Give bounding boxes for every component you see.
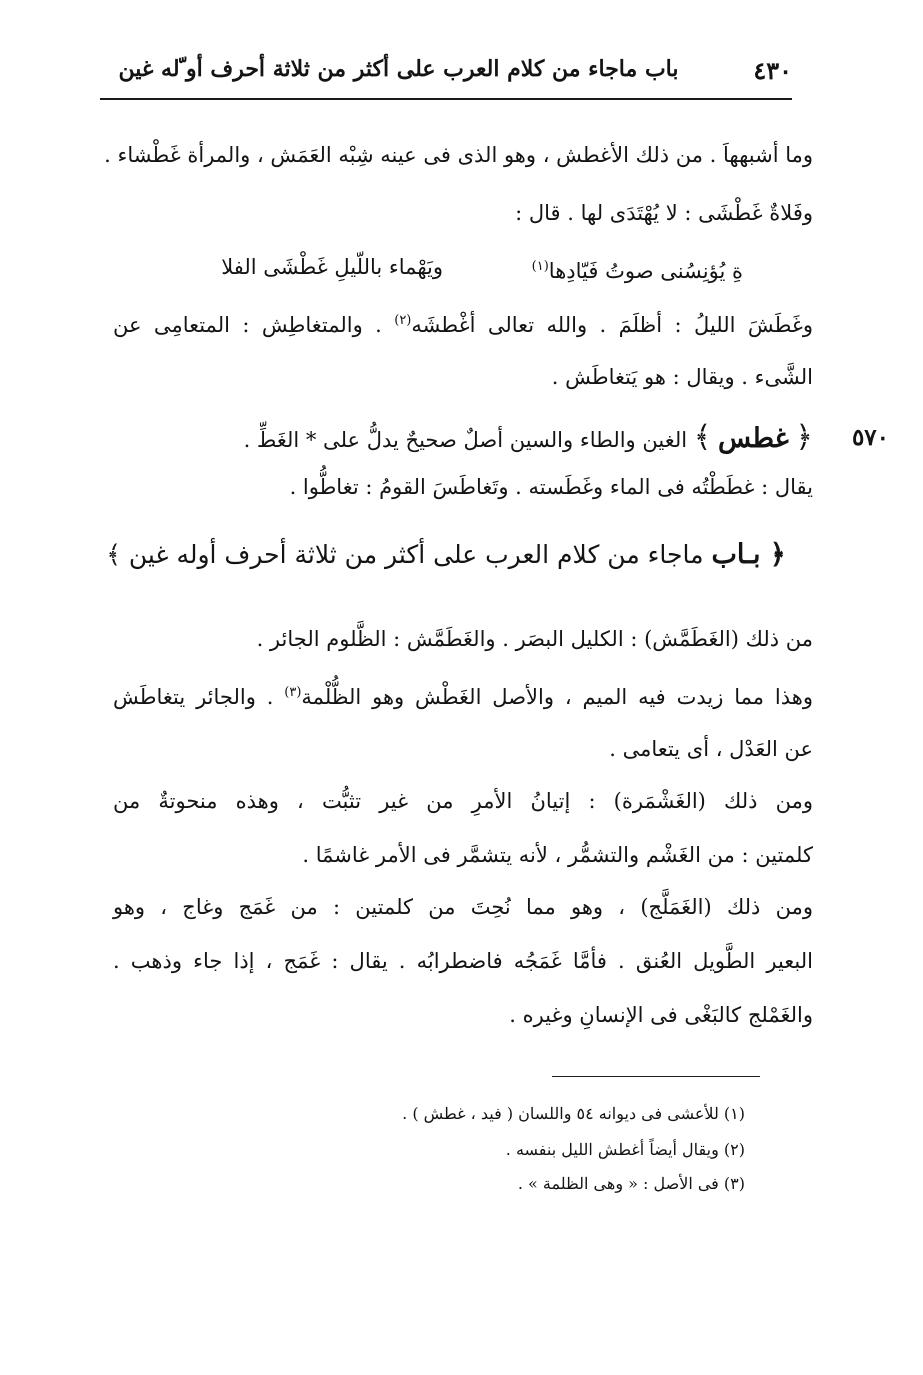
body-line-3: عن العَدْل ، أى يتعامى . xyxy=(609,737,813,761)
entry-bracket-open: ﴿ xyxy=(795,420,813,455)
body-line-5: كلمتين : من الغَشْم والتشمُّر ، لأنه يتشمَّر فى الأمر غاشمًا . xyxy=(302,843,813,867)
chapter-heading xyxy=(100,538,792,572)
footnote-3: (٣) فى الأصل : « وهى الظلمة » . xyxy=(517,1174,745,1193)
footnote-2: (٢) ويقال أيضاً أغطش الليل بنفسه . xyxy=(505,1140,745,1159)
footnote-ref-2: (٢) xyxy=(394,313,412,328)
text-line-2: وفَلاةٌ غَطْشَى : لا يُهْتَدَى لها . قال : xyxy=(515,201,813,225)
text-line-4: وغَطَشَ الليلُ : أظلَمَ . والله تعالى أغْطشَه$^{(٢)}$ . والمتغاطِش : المتعامِى عن xyxy=(113,313,813,337)
chapter-bab: ﴿ بـاب xyxy=(711,539,786,570)
footnote-ref-3: (٣) xyxy=(284,685,302,700)
entry-line-2: يقال : غطَطْتُه فى الماء وغَطَسته . وتَغاطَسَ القومُ : تغاطُّوا . xyxy=(289,475,813,499)
body-line-4: ومن ذلك (الغَشْمَرة) : إتيانُ الأمرِ من غير تثبُّت ، وهذه منحوتةٌ من xyxy=(113,789,813,813)
verse-second-hemistich: ةِ يُؤنِسُنى صوتُ فَيّادِها$^{(١)}$ xyxy=(531,259,743,283)
body-line-8: والغَمْلج كالبَغْى فى الإنسانِ وغيره . xyxy=(509,1003,813,1027)
footnote-1: (١) للأعشى فى ديوانه ٥٤ واللسان ( فيد ، غطش ) . xyxy=(402,1104,745,1123)
text-line-1: وما أشبههاَ . من ذلك الأغطش ، وهو الذى فى عينه شِبْه العَمَش ، والمرأة غَطْشاء . xyxy=(104,143,813,167)
page-number: ٤٣٠ xyxy=(753,56,792,85)
running-header xyxy=(100,52,792,100)
body-line-7: البعير الطَّويل العُنق . فأمَّا غَمَجُه فاضطرابُه . يقال : غَمَج ، إذا جاء وذهب . xyxy=(113,949,813,973)
entry-root-word: غطس xyxy=(718,423,789,454)
running-title: باب ماجاء من كلام العرب على أكثر من ثلاثة أحرف أو ّله غين xyxy=(118,56,679,82)
text-line-5: الشَّىء . ويقال : هو يَتغاطَش . xyxy=(551,365,813,389)
entry-headline xyxy=(103,418,813,460)
entry-definition: الغين والطاء والسين أصلٌ صحيحٌ يدلُّ على * الغَطِّ . xyxy=(243,428,688,452)
verse-first-hemistich: ويَهْماء باللّيلِ غَطْشَى الفلا xyxy=(221,255,443,279)
entry-bracket-close: ﴾ xyxy=(693,420,712,455)
footnote-separator xyxy=(552,1076,760,1077)
body-line-6: ومن ذلك (الغَمَلَّج) ، وهو مما نُحِتَ من كلمتين : من غَمَج وغاج ، وهو xyxy=(113,895,813,919)
chapter-title: ماجاء من كلام العرب على أكثر من ثلاثة أحرف أوله غين ﴾ xyxy=(106,540,704,569)
entry-number: ٥٧٠ xyxy=(851,424,889,451)
body-line-2: وهذا مما زيدت فيه الميم ، والأصل الغَطْش وهو الظُّلْمة$^{(٣)}$ . والجائر يتغاطَش xyxy=(113,685,813,709)
footnote-ref-1: (١) xyxy=(531,259,549,274)
body-line-1: من ذلك (الغَطَمَّش) : الكليل البصَر . والغَطَمَّش : الظَّلوم الجائر . xyxy=(256,627,813,651)
